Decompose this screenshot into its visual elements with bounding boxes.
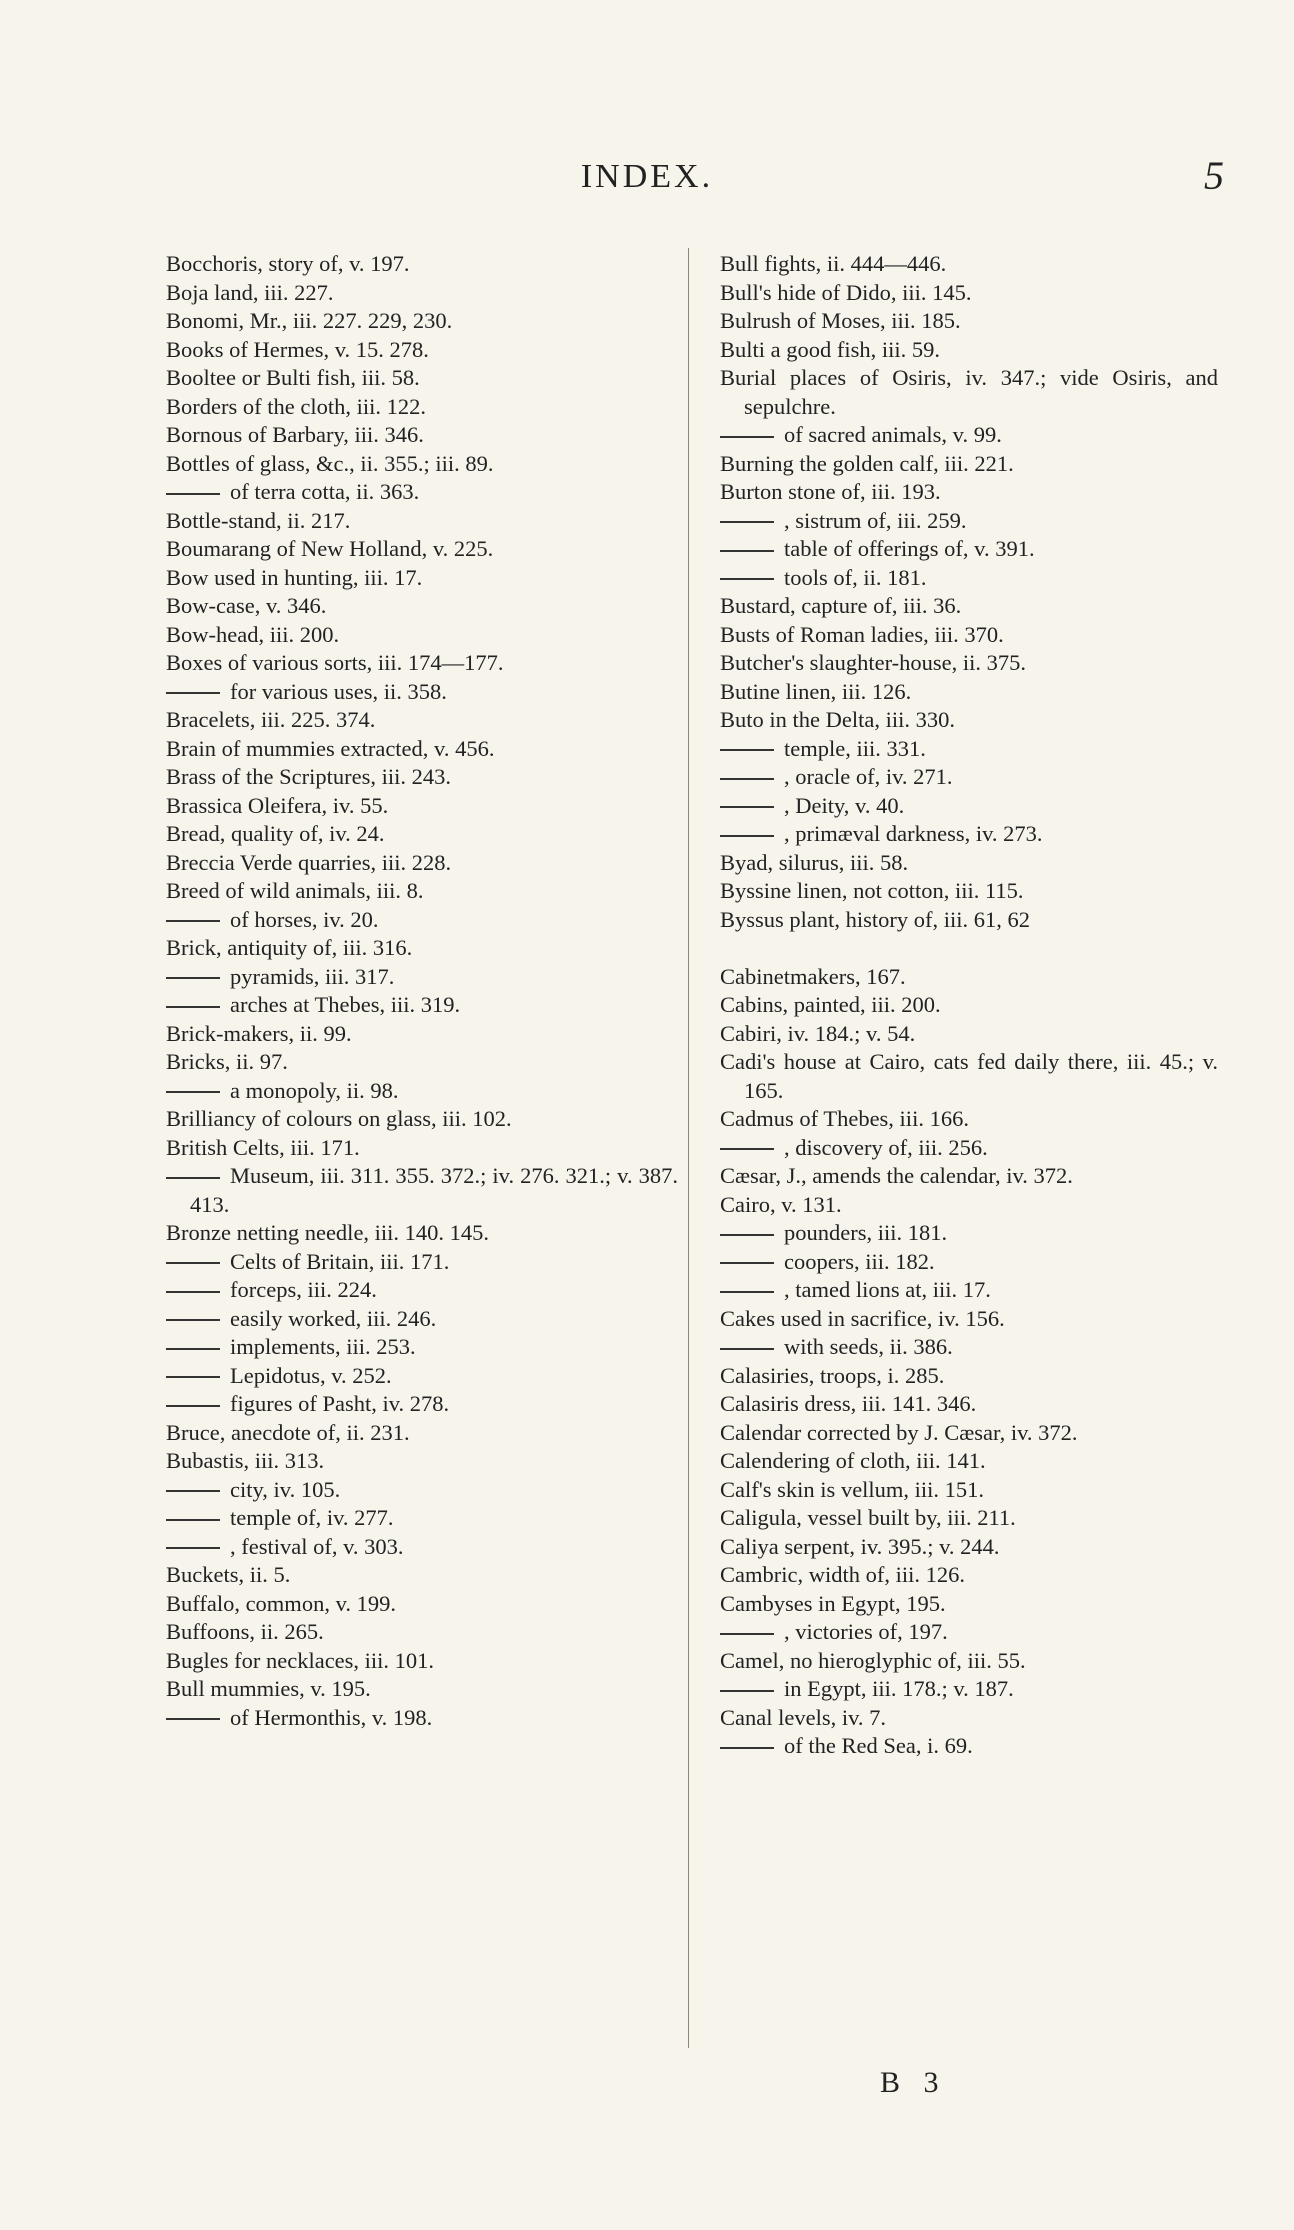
index-entry — [166, 1276, 678, 1305]
index-entry-text: , oracle of, iv. 271. — [784, 764, 953, 789]
running-head — [0, 153, 1294, 198]
index-entry-text: a monopoly, ii. 98. — [230, 1077, 399, 1103]
index-entry-text: Cakes used in sacrifice, iv. 156. — [720, 1305, 1005, 1331]
index-entry-text: Cadmus of Thebes, iii. 166. — [720, 1106, 969, 1131]
index-entry-text: Bulti a good fish, iii. 59. — [720, 336, 941, 362]
index-entry — [720, 1590, 1218, 1619]
index-entry-text: Brain of mummies extracted, v. 456. — [166, 735, 495, 761]
index-entry-text: Borders of the cloth, iii. 122. — [166, 393, 426, 419]
index-entry-text: arches at Thebes, iii. 319. — [230, 992, 461, 1017]
ditto-dash — [720, 521, 774, 523]
index-entry-text: Butcher's slaughter-house, ii. 375. — [720, 650, 1027, 675]
index-entry — [720, 1305, 1218, 1334]
index-entry — [720, 1618, 1218, 1647]
ditto-dash — [166, 1262, 220, 1264]
ditto-dash — [720, 436, 774, 438]
index-entry-text: , primæval darkness, iv. 273. — [784, 821, 1043, 846]
index-entry — [720, 963, 1218, 992]
index-entry-text: Cadi's house at Cairo, cats fed daily there, iii. 45.; v. 165. — [720, 1049, 1218, 1103]
ditto-dash — [166, 1376, 220, 1378]
index-entry — [166, 1362, 678, 1391]
page-title: INDEX. — [580, 158, 714, 195]
index-entry — [720, 1476, 1218, 1505]
index-entry-text: Brassica Oleifera, iv. 55. — [166, 792, 389, 818]
index-entry — [720, 507, 1218, 536]
index-entry — [720, 1447, 1218, 1476]
index-entry-text: , tamed lions at, iii. 17. — [784, 1277, 991, 1302]
index-entry-text: for various uses, ii. 358. — [230, 678, 447, 704]
index-entry — [720, 649, 1218, 678]
index-entry-text: temple of, iv. 277. — [230, 1505, 394, 1530]
ditto-dash — [720, 578, 774, 580]
index-entry-text: temple, iii. 331. — [784, 735, 926, 761]
index-entry-text: Bow used in hunting, iii. 17. — [166, 564, 423, 590]
index-entry — [166, 1476, 678, 1505]
index-entry — [166, 364, 678, 393]
index-entry-text: Calendering of cloth, iii. 141. — [720, 1448, 986, 1473]
index-entry-text: Bugles for necklaces, iii. 101. — [166, 1647, 435, 1673]
index-entry — [166, 1419, 678, 1448]
index-entry — [166, 820, 678, 849]
index-entry — [166, 1248, 678, 1277]
index-entry — [166, 307, 678, 336]
index-entry — [166, 649, 678, 678]
index-entry — [166, 706, 678, 735]
index-entry — [720, 849, 1218, 878]
index-entry-text: Bronze netting needle, iii. 140. 145. — [166, 1220, 490, 1245]
index-entry — [166, 1162, 678, 1219]
index-entry — [166, 621, 678, 650]
index-entry-text: Boumarang of New Holland, v. 225. — [166, 536, 494, 561]
index-entry-text: Booltee or Bulti fish, iii. 58. — [166, 365, 420, 390]
index-entry — [166, 963, 678, 992]
index-entry — [166, 1447, 678, 1476]
index-entry — [720, 1248, 1218, 1277]
index-entry-text: of horses, iv. 20. — [230, 906, 379, 932]
index-entry-text: Butine linen, iii. 126. — [720, 678, 912, 704]
ditto-dash — [720, 1690, 774, 1692]
index-entry-text: Bow-head, iii. 200. — [166, 621, 340, 647]
index-entry-text: city, iv. 105. — [230, 1476, 341, 1502]
ditto-dash — [720, 1291, 774, 1293]
index-entry-text: Bow-case, v. 346. — [166, 593, 327, 618]
index-entry-text: Bustard, capture of, iii. 36. — [720, 593, 962, 618]
index-entry-text: Buffoons, ii. 265. — [166, 1619, 324, 1644]
index-entry — [720, 1504, 1218, 1533]
index-entry-text: Bottles of glass, &c., ii. 355.; iii. 89. — [166, 450, 494, 476]
index-entry — [720, 706, 1218, 735]
index-entry-text: Canal levels, iv. 7. — [720, 1704, 887, 1730]
index-entry-text: Cairo, v. 131. — [720, 1191, 842, 1217]
index-entry — [166, 1020, 678, 1049]
index-entry-text: Byssine linen, not cotton, iii. 115. — [720, 878, 1024, 903]
index-entry — [166, 1561, 678, 1590]
index-entry — [720, 307, 1218, 336]
index-entry — [720, 450, 1218, 479]
ditto-dash — [720, 550, 774, 552]
index-entry — [720, 1675, 1218, 1704]
ditto-dash — [720, 1234, 774, 1236]
index-entry-text: , discovery of, iii. 256. — [784, 1134, 988, 1160]
index-entry-text: Bracelets, iii. 225. 374. — [166, 707, 376, 732]
index-entry — [166, 877, 678, 906]
index-entry — [720, 1105, 1218, 1134]
signature-mark: B 3 — [880, 2066, 947, 2099]
ditto-dash — [166, 1006, 220, 1008]
index-entry — [166, 1675, 678, 1704]
index-entry-text: Cæsar, J., amends the calendar, iv. 372. — [720, 1163, 1073, 1188]
index-entry — [720, 421, 1218, 450]
ditto-dash — [166, 1519, 220, 1521]
index-entry-text: Brilliancy of colours on glass, iii. 102. — [166, 1106, 512, 1131]
index-entry — [166, 1305, 678, 1334]
index-entry — [166, 336, 678, 365]
index-entry — [166, 393, 678, 422]
index-entry-text: Lepidotus, v. 252. — [230, 1362, 392, 1388]
ditto-dash — [166, 1348, 220, 1350]
index-entry — [720, 763, 1218, 792]
index-column-right — [720, 250, 1218, 1761]
index-entry — [720, 1419, 1218, 1448]
index-entry-text: Cabins, painted, iii. 200. — [720, 992, 941, 1017]
ditto-dash — [166, 1091, 220, 1093]
index-entry-text: Bull's hide of Dido, iii. 145. — [720, 279, 972, 305]
index-entry-text: Breccia Verde quarries, iii. 228. — [166, 849, 452, 875]
index-entry-text: Bocchoris, story of, v. 197. — [166, 251, 410, 276]
index-entry — [720, 336, 1218, 365]
index-entry-text: , Deity, v. 40. — [784, 792, 905, 818]
index-entry — [166, 1504, 678, 1533]
ditto-dash — [720, 1148, 774, 1150]
ditto-dash — [166, 1547, 220, 1549]
ditto-dash — [720, 778, 774, 780]
index-entry-text: implements, iii. 253. — [230, 1334, 416, 1359]
ditto-dash — [166, 920, 220, 922]
index-entry-text: Cambric, width of, iii. 126. — [720, 1562, 965, 1587]
index-entry-text: Bornous of Barbary, iii. 346. — [166, 422, 424, 447]
index-entry-text: Buffalo, common, v. 199. — [166, 1590, 396, 1616]
index-entry — [166, 1647, 678, 1676]
index-entry — [720, 364, 1218, 421]
index-entry — [720, 1362, 1218, 1391]
index-entry-text: Byad, silurus, iii. 58. — [720, 849, 909, 875]
index-entry — [166, 1704, 678, 1733]
index-entry — [720, 535, 1218, 564]
index-entry — [720, 1647, 1218, 1676]
index-entry — [166, 1533, 678, 1562]
section-gap — [720, 934, 1218, 963]
index-entry — [720, 1219, 1218, 1248]
index-entry-text: Byssus plant, history of, iii. 61, 62 — [720, 906, 1031, 932]
index-entry — [166, 564, 678, 593]
index-entry — [720, 991, 1218, 1020]
index-entry-text: of terra cotta, ii. 363. — [230, 479, 420, 504]
index-entry — [720, 877, 1218, 906]
index-entry-text: Calasiries, troops, i. 285. — [720, 1362, 945, 1388]
index-entry — [166, 1105, 678, 1134]
ditto-dash — [166, 1490, 220, 1492]
index-entry-text: easily worked, iii. 246. — [230, 1305, 437, 1331]
index-entry — [720, 1191, 1218, 1220]
index-entry — [720, 1162, 1218, 1191]
index-entry-text: Cabinetmakers, 167. — [720, 963, 906, 989]
index-entry-text: , festival of, v. 303. — [230, 1533, 404, 1559]
index-entry-text: Bottle-stand, ii. 217. — [166, 507, 351, 533]
index-entry — [720, 1704, 1218, 1733]
index-entry — [166, 1048, 678, 1077]
index-entry-text: Burton stone of, iii. 193. — [720, 479, 941, 504]
index-entry-text: Burning the golden calf, iii. 221. — [720, 450, 1014, 476]
index-entry — [166, 450, 678, 479]
index-entry — [720, 1732, 1218, 1761]
index-entry-text: Brick, antiquity of, iii. 316. — [166, 935, 413, 960]
index-entry — [720, 1048, 1218, 1105]
index-entry-text: , victories of, 197. — [784, 1619, 948, 1644]
index-entry-text: Books of Hermes, v. 15. 278. — [166, 336, 429, 362]
index-entry — [166, 991, 678, 1020]
index-entry-text: Boja land, iii. 227. — [166, 279, 334, 305]
index-entry — [720, 564, 1218, 593]
index-entry-text: Celts of Britain, iii. 171. — [230, 1248, 450, 1274]
index-entry-text: pyramids, iii. 317. — [230, 963, 395, 989]
ditto-dash — [166, 692, 220, 694]
index-entry-text: figures of Pasht, iv. 278. — [230, 1391, 450, 1416]
index-entry-text: Bread, quality of, iv. 24. — [166, 821, 385, 846]
index-entry — [720, 678, 1218, 707]
ditto-dash — [166, 977, 220, 979]
index-entry-text: table of offerings of, v. 391. — [784, 536, 1035, 561]
ditto-dash — [166, 493, 220, 495]
index-entry — [720, 279, 1218, 308]
index-entry-text: Camel, no hieroglyphic of, iii. 55. — [720, 1647, 1026, 1673]
index-entry-text: pounders, iii. 181. — [784, 1220, 948, 1245]
index-entry — [720, 735, 1218, 764]
index-entry-text: in Egypt, iii. 178.; v. 187. — [784, 1676, 1014, 1701]
index-entry — [166, 906, 678, 935]
index-entry-text: Bricks, ii. 97. — [166, 1049, 288, 1074]
index-entry-text: Bruce, anecdote of, ii. 231. — [166, 1419, 410, 1445]
index-entry-text: Brass of the Scriptures, iii. 243. — [166, 764, 451, 789]
ditto-dash — [166, 1291, 220, 1293]
index-entry — [166, 735, 678, 764]
index-entry-text: Boxes of various sorts, iii. 174—177. — [166, 650, 504, 675]
ditto-dash — [720, 1633, 774, 1635]
index-entry — [720, 792, 1218, 821]
index-entry — [166, 934, 678, 963]
index-entry-text: Calasiris dress, iii. 141. 346. — [720, 1391, 977, 1416]
index-entry — [720, 1561, 1218, 1590]
index-entry — [720, 906, 1218, 935]
index-entry-text: , sistrum of, iii. 259. — [784, 507, 967, 533]
index-entry-text: Caligula, vessel built by, iii. 211. — [720, 1505, 1016, 1530]
index-entry — [166, 1077, 678, 1106]
ditto-dash — [720, 1262, 774, 1264]
index-entry — [720, 1333, 1218, 1362]
index-entry-text: with seeds, ii. 386. — [784, 1334, 953, 1359]
index-entry-text: Busts of Roman ladies, iii. 370. — [720, 621, 1004, 647]
index-entry — [166, 1618, 678, 1647]
index-entry — [166, 1219, 678, 1248]
index-entry-text: Bubastis, iii. 313. — [166, 1448, 325, 1473]
page-number: 5 — [1204, 153, 1224, 198]
index-entry — [166, 1390, 678, 1419]
index-entry-text: Calf's skin is vellum, iii. 151. — [720, 1476, 985, 1502]
index-entry — [166, 279, 678, 308]
index-entry-text: Museum, iii. 311. 355. 372.; iv. 276. 321.; v. 387. 413. — [190, 1163, 678, 1217]
index-entry — [166, 763, 678, 792]
index-entry — [166, 421, 678, 450]
column-divider — [688, 248, 689, 2048]
index-entry-text: Burial places of Osiris, iv. 347.; vide Osiris, and sepulchre. — [720, 365, 1218, 419]
index-entry-text: of Hermonthis, v. 198. — [230, 1704, 433, 1730]
index-entry — [166, 678, 678, 707]
index-entry-text: Caliya serpent, iv. 395.; v. 244. — [720, 1533, 1000, 1559]
index-entry — [166, 1590, 678, 1619]
index-entry — [166, 507, 678, 536]
index-entry-text: Brick-makers, ii. 99. — [166, 1020, 352, 1046]
index-entry-text: Bonomi, Mr., iii. 227. 229, 230. — [166, 308, 453, 333]
ditto-dash — [720, 1348, 774, 1350]
ditto-dash — [166, 1405, 220, 1407]
ditto-dash — [166, 1718, 220, 1720]
ditto-dash — [720, 835, 774, 837]
index-entry-text: Cabiri, iv. 184.; v. 54. — [720, 1020, 916, 1046]
index-entry — [166, 1333, 678, 1362]
index-entry — [166, 250, 678, 279]
index-entry-text: Breed of wild animals, iii. 8. — [166, 878, 424, 903]
index-column-left — [166, 250, 678, 1732]
ditto-dash — [720, 1747, 774, 1749]
index-entry — [720, 820, 1218, 849]
index-entry — [720, 1020, 1218, 1049]
index-entry-text: forceps, iii. 224. — [230, 1277, 377, 1302]
index-entry-text: coopers, iii. 182. — [784, 1248, 935, 1274]
index-entry — [166, 792, 678, 821]
index-entry-text: British Celts, iii. 171. — [166, 1134, 360, 1160]
ditto-dash — [166, 1319, 220, 1321]
ditto-dash — [166, 1177, 220, 1179]
ditto-dash — [720, 749, 774, 751]
index-entry — [166, 478, 678, 507]
index-entry-text: of sacred animals, v. 99. — [784, 422, 1002, 447]
index-entry — [720, 1276, 1218, 1305]
index-entry — [166, 1134, 678, 1163]
ditto-dash — [720, 806, 774, 808]
index-entry-text: Cambyses in Egypt, 195. — [720, 1590, 946, 1616]
index-entry — [720, 1390, 1218, 1419]
index-entry-text: Bulrush of Moses, iii. 185. — [720, 308, 961, 333]
index-entry-text: of the Red Sea, i. 69. — [784, 1733, 973, 1758]
index-entry-text: Buckets, ii. 5. — [166, 1562, 291, 1587]
index-entry-text: tools of, ii. 181. — [784, 564, 927, 590]
index-entry-text: Buto in the Delta, iii. 330. — [720, 707, 955, 732]
index-entry — [166, 849, 678, 878]
index-entry — [720, 478, 1218, 507]
index-entry — [720, 592, 1218, 621]
index-entry — [166, 535, 678, 564]
index-entry — [720, 1134, 1218, 1163]
index-entry-text: Bull fights, ii. 444—446. — [720, 251, 947, 276]
index-entry-text: Calendar corrected by J. Cæsar, iv. 372. — [720, 1419, 1078, 1445]
index-entry — [720, 1533, 1218, 1562]
index-entry — [166, 592, 678, 621]
index-entry — [720, 250, 1218, 279]
index-entry-text: Bull mummies, v. 195. — [166, 1676, 371, 1701]
index-entry — [720, 621, 1218, 650]
